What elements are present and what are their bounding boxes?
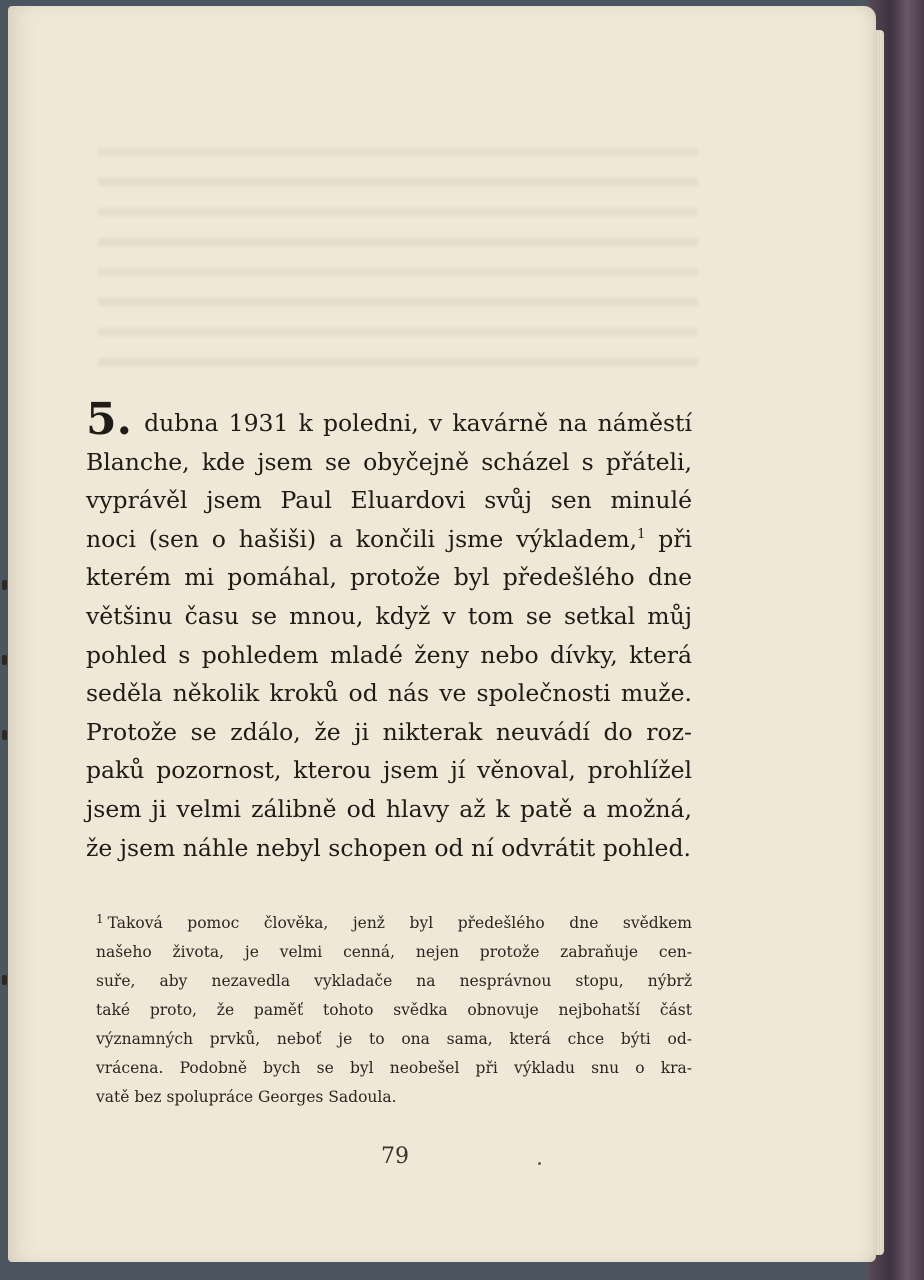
- paragraph-line: vyprávěl jsem Paul Eluardovi svůj sen minulé: [86, 486, 692, 515]
- footnote-marker: 1: [96, 912, 104, 926]
- paragraph-line: kterém mi pomáhal, protože byl předešlého dne: [86, 563, 692, 592]
- paragraph-line: pohled s pohledem mladé ženy nebo dívky, která: [86, 640, 692, 669]
- speck: [538, 1162, 541, 1165]
- footnote-line: vrácena. Podobně bych se byl neobešel při výkladu snu o kra-: [96, 1059, 692, 1077]
- paragraph-line: Blanche, kde jsem se obyčejně scházel s přáteli,: [86, 447, 692, 476]
- footnote-line: suře, aby nezavedla vykladače na nesprávnou stopu, nýbrž: [96, 972, 692, 990]
- binding-mark: [2, 655, 7, 665]
- paragraph-line: většinu času se mnou, když v tom se setkal můj: [86, 601, 692, 630]
- binding-mark: [2, 975, 7, 985]
- paragraph-line: noci (sen o hašiši) a končili jsme výkladem,$^1$ při: [86, 524, 692, 553]
- show-through-text: [98, 126, 698, 386]
- footnote-line: našeho života, je velmi cenná, nejen protože zabraňuje cen-: [96, 943, 692, 961]
- paragraph-line: Protože se zdálo, že ji nikterak neuvádí do roz-: [86, 717, 692, 746]
- page-number: 79: [381, 1144, 409, 1169]
- binding-mark: [2, 730, 7, 740]
- footnote-line: $^1$ Taková pomoc člověka, jenž byl předešlého dne svědkem: [96, 912, 692, 932]
- paragraph-line: 5. dubna 1931 k poledni, v kavárně na náměstí: [86, 394, 692, 445]
- paragraph-line: paků pozornost, kterou jsem jí věnoval, prohlížel: [86, 756, 692, 785]
- footnote-line: vatě bez spolupráce Georges Sadoula.: [96, 1088, 397, 1106]
- main-paragraph: [86, 394, 692, 867]
- paragraph-line: jsem ji velmi zálibně od hlavy až k patě a možná,: [86, 794, 692, 823]
- footnote: [96, 905, 692, 1112]
- footnote-line: významných prvků, neboť je to ona sama, která chce býti od-: [96, 1030, 692, 1048]
- binding-mark: [2, 580, 7, 590]
- paragraph-line: že jsem náhle nebyl schopen od ní odvrátit pohled.: [86, 833, 691, 862]
- drop-number: 5.: [86, 394, 132, 445]
- paragraph-line: seděla několik kroků od nás ve společnosti muže.: [86, 679, 692, 708]
- footnote-line: také proto, že paměť tohoto svědka obnovuje nejbohatší část: [96, 1001, 692, 1019]
- footnote-reference: 1: [637, 526, 646, 542]
